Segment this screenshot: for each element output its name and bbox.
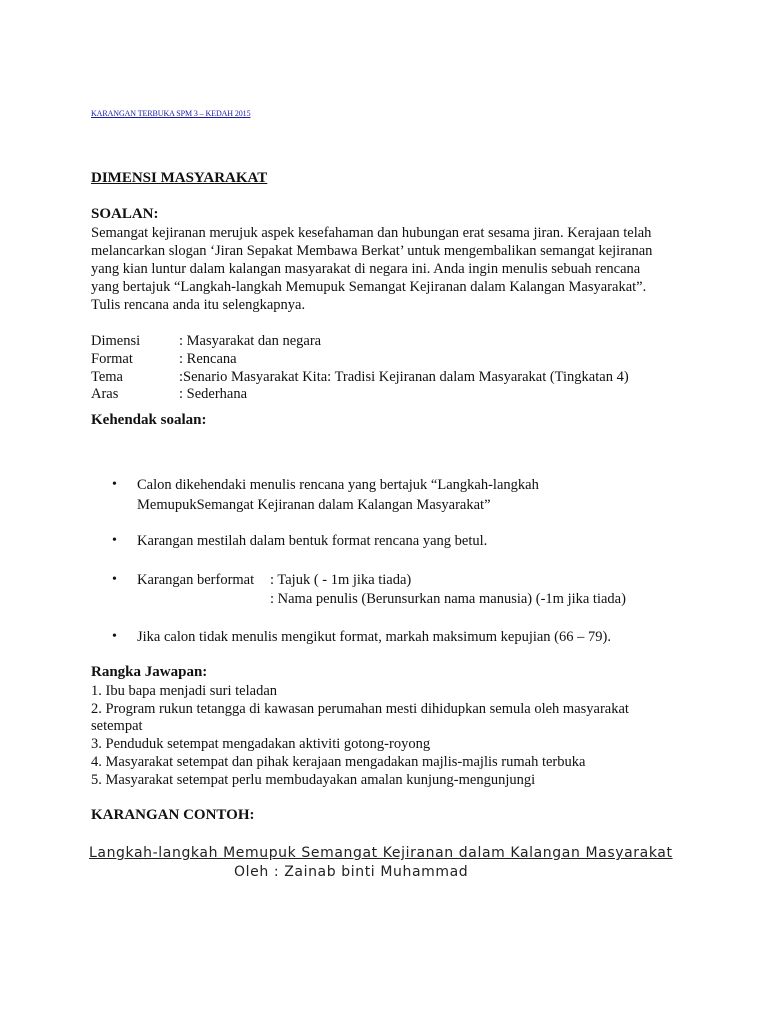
info-key: Tema bbox=[91, 369, 123, 385]
soalan-paragraph bbox=[91, 224, 691, 314]
bullet-1-line-1: Calon dikehendaki menulis rencana yang bertajuk “Langkah-langkah bbox=[137, 477, 539, 493]
bullet-icon: • bbox=[112, 533, 117, 548]
bullet-3-line-2: : Nama penulis (Berunsurkan nama manusia) (-1m jika tiada) bbox=[270, 591, 626, 607]
list-item: setempat bbox=[91, 718, 143, 734]
essay-title: Langkah-langkah Memupuk Semangat Kejiranan dalam Kalangan Masyarakat bbox=[89, 845, 673, 861]
list-item: 5. Masyarakat setempat perlu membudayakan amalan kunjung-mengunjungi bbox=[91, 772, 536, 788]
bullet-3-line-1: : Tajuk ( - 1m jika tiada) bbox=[270, 572, 412, 588]
bullet-icon: • bbox=[112, 629, 117, 644]
info-value: : Masyarakat dan negara bbox=[179, 333, 322, 349]
list-item: 1. Ibu bapa menjadi suri teladan bbox=[91, 683, 278, 699]
list-item: 4. Masyarakat setempat dan pihak kerajaan mengadakan majlis-majlis rumah terbuka bbox=[91, 754, 586, 770]
soalan-line: yang bertajuk “Langkah-langkah Memupuk Semangat Kejiranan dalam Kalangan Masyarakat”. bbox=[91, 279, 647, 295]
dimension-title: DIMENSI MASYARAKAT bbox=[91, 170, 268, 186]
info-value: :Senario Masyarakat Kita: Tradisi Kejiranan dalam Masyarakat (Tingkatan 4) bbox=[179, 369, 629, 385]
bullet-icon: • bbox=[112, 572, 117, 587]
bullet-2-text: Karangan mestilah dalam bentuk format rencana yang betul. bbox=[137, 533, 488, 549]
soalan-line: Semangat kejiranan merujuk aspek kesefahaman dan hubungan erat sesama jiran. Kerajaan telah bbox=[91, 225, 652, 241]
soalan-line: yang kian luntur dalam kalangan masyarakat di negara ini. Anda ingin menulis sebuah rencana bbox=[91, 261, 641, 277]
bullet-icon: • bbox=[112, 477, 117, 492]
bullet-1-line-2: MemupukSemangat Kejiranan dalam Kalangan Masyarakat” bbox=[137, 497, 491, 513]
list-item: 2. Program rukun tetangga di kawasan perumahan mesti dihidupkan semula oleh masyarakat bbox=[91, 701, 629, 717]
info-key: Format bbox=[91, 351, 133, 367]
soalan-line: melancarkan slogan ‘Jiran Sepakat Membawa Berkat’ untuk mengembalikan semangat kejiranan bbox=[91, 243, 653, 259]
bullet-3-label: Karangan berformat bbox=[137, 572, 255, 588]
soalan-label: SOALAN: bbox=[91, 206, 159, 222]
essay-author: Oleh : Zainab binti Muhammad bbox=[234, 864, 469, 880]
info-key: Dimensi bbox=[91, 333, 141, 349]
bullet-4-text: Jika calon tidak menulis mengikut format, markah maksimum kepujian (66 – 79). bbox=[137, 629, 611, 645]
contoh-label: KARANGAN CONTOH: bbox=[91, 807, 255, 823]
kehendak-label: Kehendak soalan: bbox=[91, 412, 207, 428]
info-value: : Rencana bbox=[179, 351, 237, 367]
header-link[interactable]: KARANGAN TERBUKA SPM 3 – KEDAH 2015 bbox=[91, 109, 251, 118]
info-key: Aras bbox=[91, 386, 119, 402]
info-value: : Sederhana bbox=[179, 386, 248, 402]
list-item: 3. Penduduk setempat mengadakan aktiviti gotong-royong bbox=[91, 736, 431, 752]
soalan-line: Tulis rencana anda itu selengkapnya. bbox=[91, 297, 306, 313]
rangka-label: Rangka Jawapan: bbox=[91, 664, 208, 680]
